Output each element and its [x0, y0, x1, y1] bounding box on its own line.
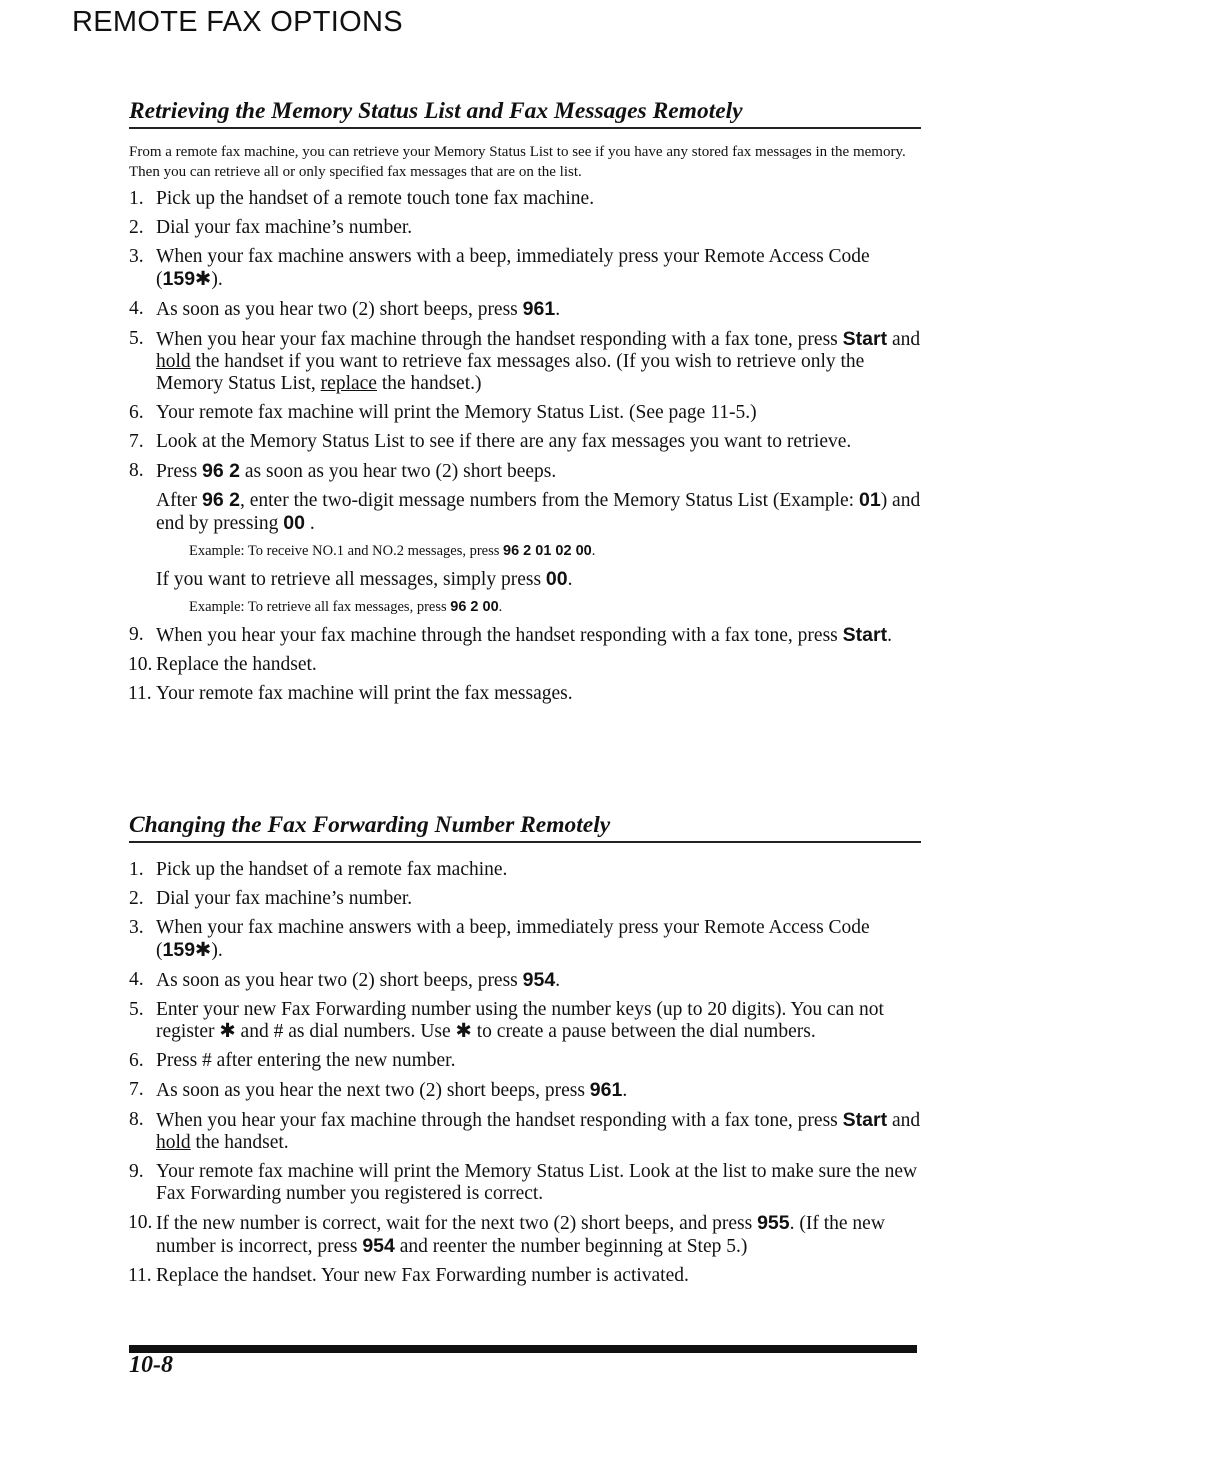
footer-rule: [129, 1345, 917, 1353]
key-start: Start: [842, 1109, 888, 1131]
step-6: 6. Your remote fax machine will print the Memory Status List. (See page 11-5.): [129, 402, 757, 423]
example-note: Example: To receive NO.1 and NO.2 messages, press 96 2 01 02 00.: [189, 543, 596, 559]
steps-list: [129, 859, 921, 1287]
section-change-forwarding-number: [129, 810, 921, 1294]
key-start: Start: [842, 328, 888, 350]
section-title: Retrieving the Memory Status List and Fax Messages Remotely: [129, 96, 921, 129]
step-2: 2. Dial your fax machine’s number.: [129, 888, 413, 909]
key-code: 954: [362, 1235, 395, 1257]
step-10: 10. Replace the handset.: [128, 654, 317, 675]
page-number: 10-8: [129, 1352, 173, 1378]
step-4: 4. As soon as you hear two (2) short beeps, press 961.: [129, 298, 561, 320]
key-start: Start: [842, 624, 888, 646]
step-9: 9. When you hear your fax machine through the handset responding with a fax tone, press Start.: [129, 624, 892, 646]
step-1: 1. Pick up the handset of a remote touch tone fax machine.: [129, 188, 595, 209]
step-9: 9. Your remote fax machine will print the Memory Status List. Look at the list to make sure the new Fax Forwarding number you registered is correct.: [129, 1161, 918, 1204]
step-8-all-messages: If you want to retrieve all messages, simply press 00.: [156, 568, 573, 590]
page-header: REMOTE FAX OPTIONS: [72, 6, 403, 38]
section-retrieve-memory-status: [129, 96, 921, 712]
step-3: 3. When your fax machine answers with a beep, immediately press your Remote Access Code (159✱).: [129, 246, 870, 290]
key-code: 961: [522, 298, 556, 320]
step-8: 8. Press 96 2 as soon as you hear two (2) short beeps. After 96 2, enter the two-digit message numbers from the Memory Status List (Example: 01) and end by pressing 00 . Example: To receive NO.1 and NO.2 messages, press 96 2 01 02 00. If you want to retrieve all messages, simply press 00. Example: To retrieve all fax messages, press 96 2 00.: [129, 460, 921, 615]
step-8-detail: After 96 2, enter the two-digit message numbers from the Memory Status List (Example: 01) and end by pressing 00 .: [156, 489, 921, 534]
section-intro: From a remote fax machine, you can retrieve your Memory Status List to see if you have any stored fax messages in the memory. Then you can retrieve all or only specified fax messages that are on the list.: [129, 144, 906, 180]
step-10: 10. If the new number is correct, wait for the next two (2) short beeps, and press 955. (If the new number is incorrect, press 954 and reenter the number beginning at Step 5.): [128, 1212, 885, 1257]
key-code: 955: [757, 1212, 790, 1234]
key-code: 159✱: [162, 939, 212, 961]
step-5: 5. When you hear your fax machine through the handset responding with a fax tone, press Start and hold the handset if you want to retrieve fax messages also. (If you wish to retrieve only the Memory Status List, replace the handset.): [129, 328, 921, 394]
step-6: 6. Press # after entering the new number.: [129, 1050, 456, 1071]
step-7: 7. As soon as you hear the next two (2) short beeps, press 961.: [129, 1079, 628, 1101]
steps-list: [129, 188, 921, 705]
key-code: 159✱: [162, 268, 212, 290]
step-5: 5. Enter your new Fax Forwarding number using the number keys (up to 20 digits). You can not register ✱ and # as dial numbers. Use ✱ to create a pause between the dial numbers.: [129, 999, 884, 1042]
step-11: 11. Replace the handset. Your new Fax Forwarding number is activated.: [128, 1265, 689, 1286]
key-code: 96 2: [202, 460, 240, 482]
step-4: 4. As soon as you hear two (2) short beeps, press 954.: [129, 969, 561, 991]
key-code: 961: [589, 1079, 623, 1101]
step-3: 3. When your fax machine answers with a beep, immediately press your Remote Access Code (159✱).: [129, 917, 870, 961]
example-note: Example: To retrieve all fax messages, press 96 2 00.: [189, 599, 503, 615]
step-8: 8. When you hear your fax machine through the handset responding with a fax tone, press Start and hold the handset.: [129, 1109, 921, 1153]
step-11: 11. Your remote fax machine will print the fax messages.: [128, 683, 573, 704]
section-title: Changing the Fax Forwarding Number Remotely: [129, 810, 921, 843]
step-1: 1. Pick up the handset of a remote fax machine.: [129, 859, 508, 880]
step-7: 7. Look at the Memory Status List to see if there are any fax messages you want to retrieve.: [129, 431, 852, 452]
step-2: 2. Dial your fax machine’s number.: [129, 217, 413, 238]
key-code: 954: [522, 969, 556, 991]
